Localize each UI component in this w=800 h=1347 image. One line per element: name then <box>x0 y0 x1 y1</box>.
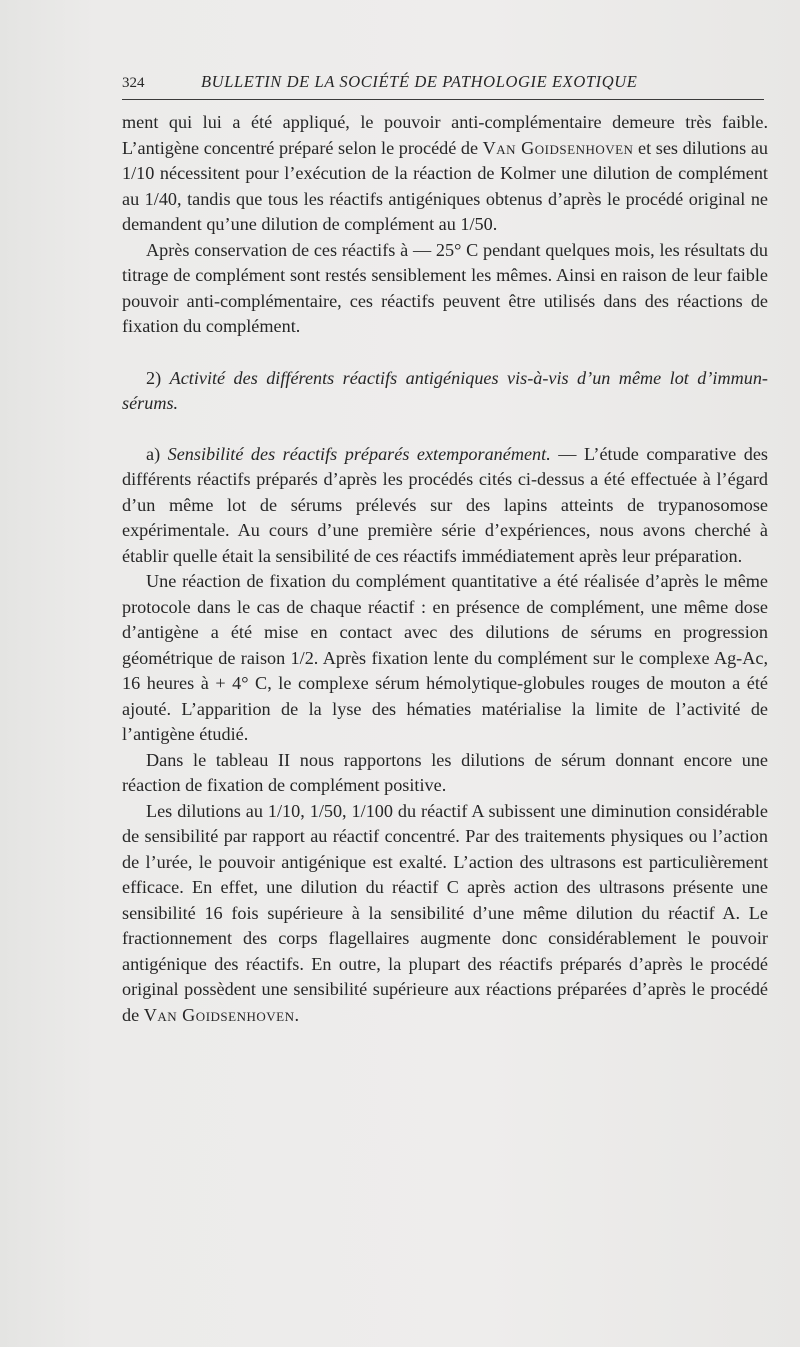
paragraph-2: Après conservation de ces réactifs à — 25° C pendant quelques mois, les résultats du titrage de complément sont restés sensiblement les mêmes. Ainsi en raison de leur faible pouvoir anti-complémentaire, ces réactifs peuvent être utilisés dans des réactions de fixation du complément. <box>122 239 768 336</box>
paragraph-4: Une réaction de fixation du complément quantitative a été réalisée d’après le même protocole dans le cas de chaque réactif : en présence de complément, une même dose d’antigène a été mise en contact avec des dilutions de sérums en progression géométrique de raison 1/2. Après fixation lente du complément sur le complexe Ag-Ac, 16 heures à + 4° C, le complexe sérum hémolytique-globules rouges de mouton a été ajouté. L’apparition de la lyse des hématies matérialise la limite de l’activité de l’antigène étudié. <box>122 571 768 744</box>
section-heading-2: 2) Activité des différents réactifs antigéniques vis-à-vis d’un même lot d’immun-sérums. <box>122 367 768 413</box>
section-heading-title: Activité des différents réactifs antigéniques vis-à-vis d’un même lot d’immun-sérums. <box>122 367 768 413</box>
subsection-a: a) Sensibilité des réactifs préparés extemporanément. — L’étude comparative des différents réactifs préparés d’après les procédés cités ci-dessus a été effectuée à l’égard d’un même lot de sérums prélevés sur des lapins atteints de trypanosomose expérimentale. Au cours d’une première série d’expériences, nous avons cherché à établir quelle était la sensibilité de ces réactifs immédiatement après leur préparation. <box>122 443 768 566</box>
page-number: 324 <box>122 75 145 91</box>
page-header <box>122 72 762 98</box>
paragraph-1: ment qui lui a été appliqué, le pouvoir anti-complémentaire demeure très faible. L’antigène concentré préparé selon le procédé de Van Goidsenhoven et ses dilutions au 1/10 nécessitent pour l’exécution de la réaction de Kolmer une dilution de complément au 1/40, tandis que tous les réactifs antigéniques obtenus d’après le procédé original ne demandent qu’une dilution de complément au 1/50. <box>122 112 768 234</box>
article-body <box>122 110 768 1028</box>
author-name: Van Goidsenhoven <box>482 137 634 158</box>
paragraph-5: Dans le tableau II nous rapportons les dilutions de sérum donnant encore une réaction de fixation de complément positive. <box>122 749 768 795</box>
subsection-a-title: Sensibilité des réactifs préparés extemporanément. <box>167 443 551 464</box>
running-title: BULLETIN DE LA SOCIÉTÉ DE PATHOLOGIE EXOTIQUE <box>201 72 638 91</box>
author-name: Van Goidsenhoven <box>143 1004 295 1025</box>
paragraph-6: Les dilutions au 1/10, 1/50, 1/100 du réactif A subissent une diminution considérable de sensibilité par rapport au réactif concentré. Par des traitements physiques ou l’action de l’urée, le pouvoir antigénique est exalté. L’action des ultrasons est particulièrement efficace. En effet, une dilution du réactif C après action des ultrasons présente une sensibilité 16 fois supérieure à la sensibilité d’une même dilution du réactif A. Le fractionnement des corps flagellaires augmente donc considérablement le pouvoir antigénique des réactifs. En outre, la plupart des réactifs préparés d’après le procédé original possèdent une sensibilité supérieure aux réactions préparées d’après le procédé de Van Goidsenhoven. <box>122 800 768 1025</box>
header-rule <box>122 99 764 100</box>
